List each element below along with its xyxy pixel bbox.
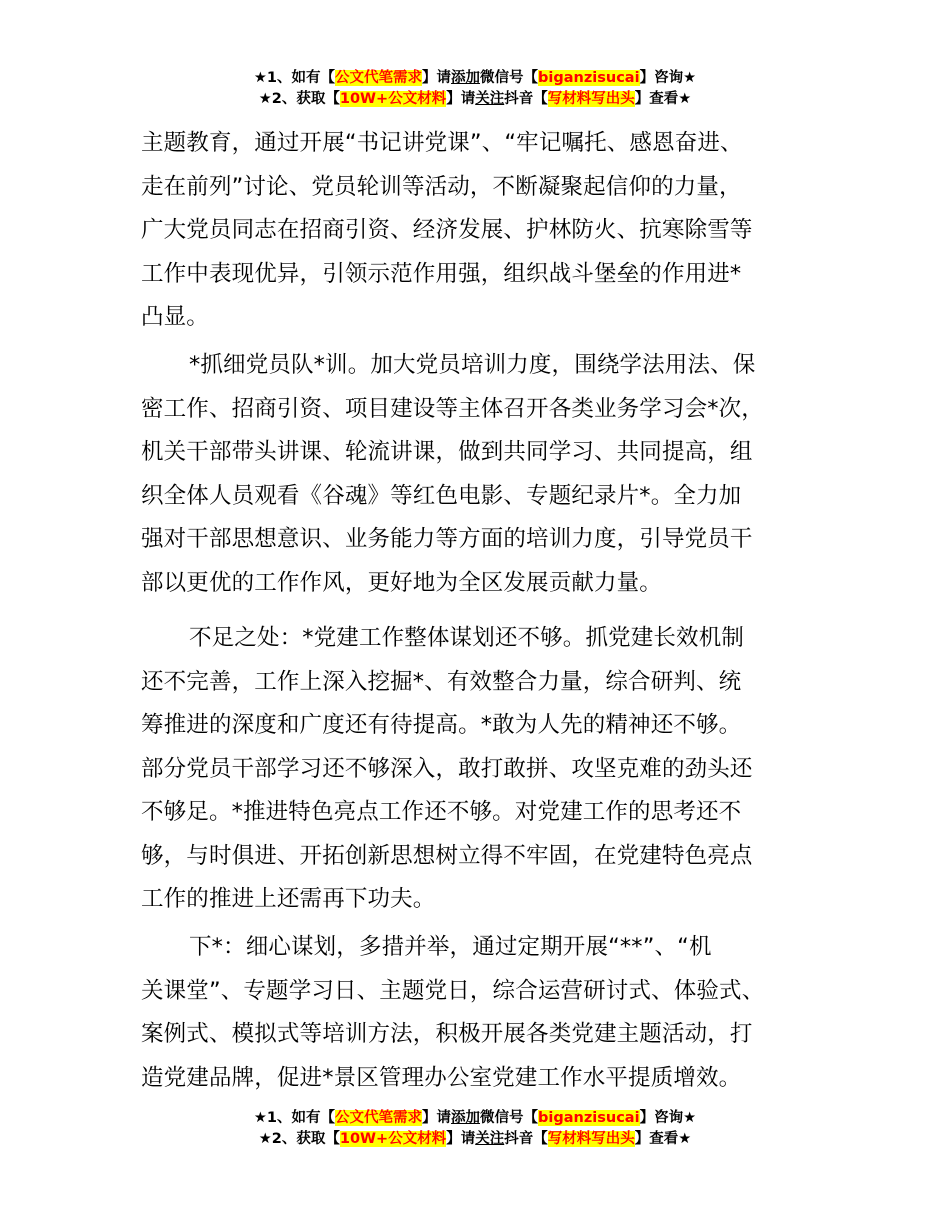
- banner-text: 】查看★: [634, 1131, 692, 1147]
- banner-underlined: 关注: [475, 91, 505, 107]
- paragraph-line: 还不完善，工作上深入挖掘*、有效整合力量，综合研判、统: [141, 668, 742, 695]
- banner-text: 微信号【: [480, 1110, 539, 1126]
- paragraph-line: *抓细党员队*训。加大党员培训力度，围绕学法用法、保: [189, 352, 756, 378]
- banner-highlight: 10W+公文材料: [339, 91, 447, 107]
- paragraph-line: 强对干部思想意识、业务能力等方面的培训力度，引导党员干: [141, 526, 753, 552]
- banner-highlight: 公文代笔需求: [335, 70, 423, 86]
- banner-text: 】请: [422, 70, 452, 86]
- paragraph: [141, 926, 821, 1100]
- paragraph-line: 筹推进的深度和广度还有待提高。*敢为人先的精神还不够。: [141, 712, 742, 738]
- paragraph: [141, 617, 821, 922]
- banner-highlight: 写材料写出头: [547, 1131, 635, 1147]
- banner-text: ★2、获取【: [258, 1131, 340, 1147]
- banner-highlight: biganzisucai: [538, 70, 640, 86]
- paragraph-line: 机关干部带头讲课、轮流讲课，做到共同学习、共同提高，组: [141, 439, 753, 465]
- paragraph-line: 工作中表现优异，引领示范作用强，组织战斗堡垒的作用进*: [141, 260, 742, 287]
- banner-highlight: 10W+公文材料: [339, 1131, 447, 1147]
- banner-text: 】咨询★: [639, 1110, 697, 1126]
- paragraph-line: 够，与时俱进、开拓创新思想树立得不牢固，在党建特色亮点: [141, 842, 753, 869]
- paragraph-line: 部分党员干部学习还不够深入，敢打敢拼、攻坚克难的劲头还: [141, 755, 753, 782]
- paragraph-line: 下*：细心谋划，多措并举，通过定期开展“**”、“机: [189, 934, 712, 960]
- banner-text: 】咨询★: [639, 70, 697, 86]
- banner-highlight: biganzisucai: [538, 1110, 640, 1126]
- banner-text: 】请: [446, 1131, 476, 1147]
- paragraph-line: 工作的推进上还需再下功夫。: [141, 886, 436, 912]
- paragraph-line: 案例式、模拟式等培训方法，积极开展各类党建主题活动，打: [141, 1021, 753, 1047]
- banner-text: 】请: [422, 1110, 452, 1126]
- banner-text: 微信号【: [480, 70, 539, 86]
- paragraph-line: 走在前列”讨论、党员轮训等活动，不断凝聚起信仰的力量，: [141, 173, 742, 200]
- banner-underlined: 关注: [475, 1131, 505, 1147]
- paragraph-line: 密工作、招商引资、项目建设等主体召开各类业务学习会*次，: [141, 395, 764, 422]
- banner-line-2: [0, 1129, 950, 1150]
- paragraph-line: 广大党员同志在招商引资、经济发展、护林防火、抗寒除雪等: [141, 217, 753, 243]
- paragraph-line: 关课堂”、专题学习日、主题党日，综合运营研讨式、体验式、: [141, 977, 765, 1004]
- paragraph: [141, 122, 821, 340]
- document-body: [141, 0, 821, 1100]
- banner-underlined: 添加: [451, 1110, 481, 1126]
- banner-underlined: 添加: [451, 70, 481, 86]
- banner-text: ★1、如有【: [253, 70, 336, 86]
- paragraph-line: 凸显。: [141, 304, 209, 330]
- banner-text: ★2、获取【: [258, 91, 340, 107]
- paragraph-line: 部以更优的工作作风，更好地为全区发展贡献力量。: [141, 569, 662, 596]
- banner-text: 抖音【: [504, 1131, 548, 1147]
- paragraph-line: 造党建品牌，促进*景区管理办公室党建工作水平提质增效。: [141, 1064, 742, 1091]
- banner-highlight: 写材料写出头: [547, 91, 635, 107]
- banner-text: 抖音【: [504, 91, 548, 107]
- paragraph-line: 织全体人员观看《谷魂》等红色电影、专题纪录片*。全力加: [141, 482, 742, 509]
- paragraph-line: 主题教育，通过开展“书记讲党课”、“牢记嘱托、感恩奋进、: [141, 130, 743, 156]
- banner-text: 】请: [446, 91, 476, 107]
- paragraph: [141, 344, 821, 605]
- paragraph-line: 不够足。*推进特色亮点工作还不够。对党建工作的思考还不: [141, 799, 742, 825]
- banner-text: 】查看★: [634, 91, 692, 107]
- banner-line-1: [0, 1108, 950, 1129]
- banner-text: ★1、如有【: [253, 1110, 336, 1126]
- banner-highlight: 公文代笔需求: [335, 1110, 423, 1126]
- paragraph-line: 不足之处：*党建工作整体谋划还不够。抓党建长效机制: [189, 625, 745, 651]
- footer-banner: [0, 1108, 950, 1150]
